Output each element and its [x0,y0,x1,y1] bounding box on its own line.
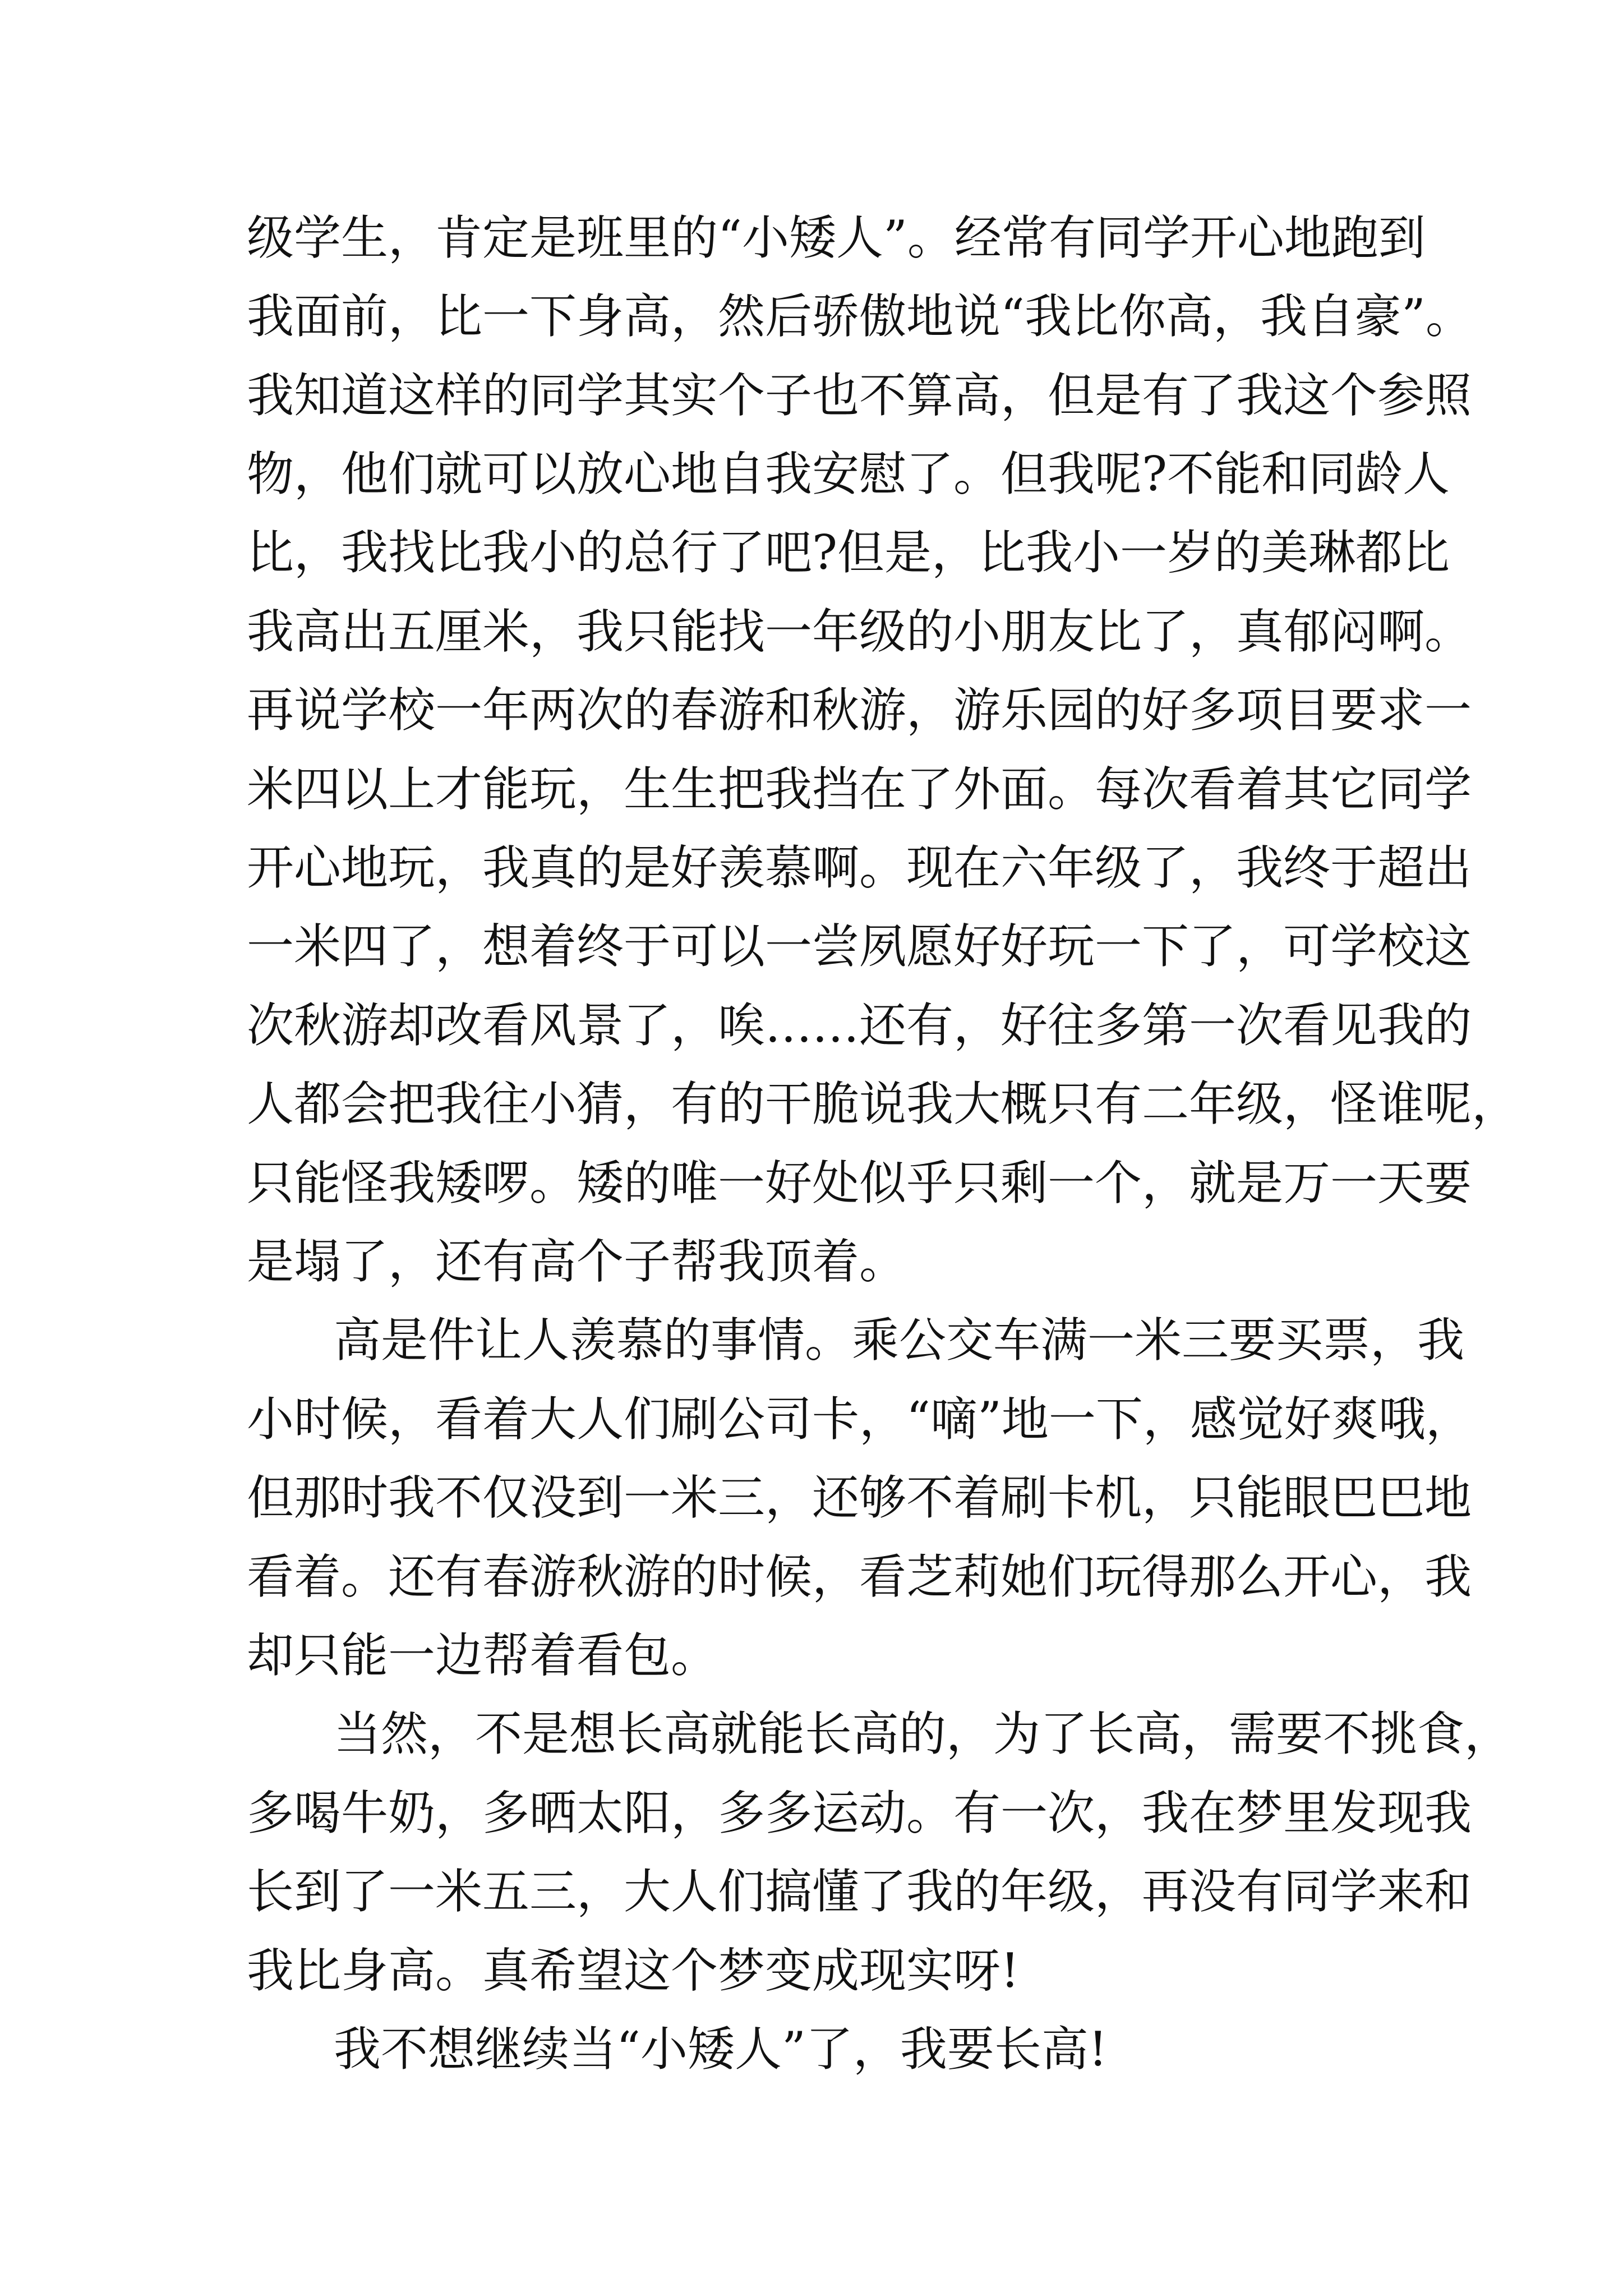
text-line: 但那时我不仅没到一米三，还够不着刷卡机，只能眼巴巴地 [247,1470,1472,1525]
text-line: 高是件让人羡慕的事情。乘公交车满一米三要买票，我 [334,1313,1465,1368]
text-line: 却只能一边帮着看包。 [247,1628,718,1683]
text-line: 人都会把我往小猜，有的干脆说我大概只有二年级，怪谁呢， [247,1076,1519,1131]
text-line: 我比身高。真希望这个梦变成现实呀! [247,1943,1020,1998]
text-line: 小时候，看着大人们刷公司卡，“嘀”地一下，感觉好爽哦， [247,1392,1473,1447]
text-line: 次秋游却改看风景了，唉……还有，好往多第一次看见我的 [247,998,1472,1053]
text-line: 物，他们就可以放心地自我安慰了。但我呢?不能和同龄人 [247,447,1450,501]
text-line: 开心地玩，我真的是好羡慕啊。现在六年级了，我终于超出 [247,840,1472,895]
text-line: 级学生，肯定是班里的“小矮人”。经常有同学开心地跑到 [247,210,1426,265]
text-line: 当然，不是想长高就能长高的，为了长高，需要不挑食， [334,1706,1512,1761]
text-line: 多喝牛奶，多晒太阳，多多运动。有一次，我在梦里发现我 [247,1786,1472,1841]
text-line: 再说学校一年两次的春游和秋游，游乐园的好多项目要求一 [247,683,1472,738]
text-line: 比，我找比我小的总行了吧?但是，比我小一岁的美琳都比 [247,525,1450,580]
text-line: 一米四了，想着终于可以一尝夙愿好好玩一下了，可学校这 [247,919,1472,974]
text-line: 我面前，比一下身高，然后骄傲地说“我比你高，我自豪”。 [247,289,1473,344]
text-line: 长到了一米五三，大人们搞懂了我的年级，再没有同学来和 [247,1864,1472,1919]
text-line: 我高出五厘米，我只能找一年级的小朋友比了，真郁闷啊。 [247,604,1472,659]
text-line: 只能怪我矮啰。矮的唯一好处似乎只剩一个，就是万一天要 [247,1156,1472,1211]
text-line: 米四以上才能玩，生生把我挡在了外面。每次看着其它同学 [247,762,1472,817]
text-line: 看着。还有春游秋游的时候，看芝莉她们玩得那么开心，我 [247,1549,1472,1604]
text-line: 我不想继续当“小矮人”了，我要长高! [334,2022,1108,2077]
text-line: 是塌了，还有高个子帮我顶着。 [247,1234,907,1289]
text-line: 我知道这样的同学其实个子也不算高，但是有了我这个参照 [247,368,1472,423]
